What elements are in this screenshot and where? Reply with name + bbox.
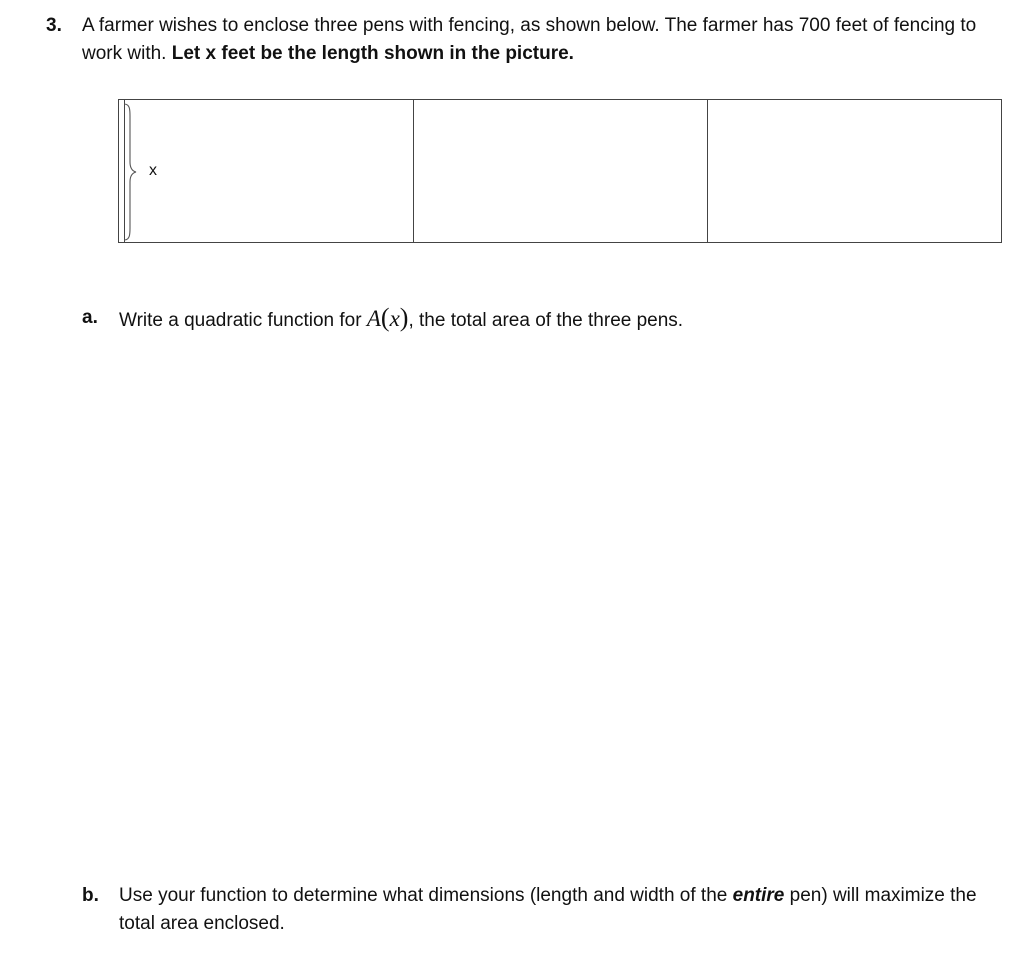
part-b-text bbox=[119, 882, 999, 938]
function-name: A bbox=[366, 306, 381, 331]
pen-1 bbox=[118, 99, 414, 243]
pen-2 bbox=[413, 99, 708, 243]
part-b-emphasis: entire bbox=[732, 885, 785, 906]
question-text-bold: Let x feet be the length shown in the picture. bbox=[171, 43, 574, 64]
question-number: 3. bbox=[46, 15, 62, 36]
function-variable: x bbox=[389, 306, 400, 331]
part-a-text-after: , the total area of the three pens. bbox=[408, 310, 684, 331]
pens-diagram bbox=[118, 99, 1002, 245]
brace-icon bbox=[121, 102, 139, 242]
function-notation: A(x) bbox=[366, 303, 409, 332]
part-b-text-before: Use your function to determine what dimensions (length and width of the bbox=[119, 885, 733, 906]
part-a-label: a. bbox=[82, 307, 98, 328]
part-a-text bbox=[119, 304, 999, 335]
part-b-text-after: pen) will maximize the total area enclosed. bbox=[119, 885, 977, 934]
pen-3 bbox=[707, 99, 1002, 243]
x-label: x bbox=[149, 162, 157, 179]
part-b-label: b. bbox=[82, 885, 99, 906]
question-text bbox=[82, 12, 992, 68]
part-a-text-before: Write a quadratic function for bbox=[119, 310, 367, 331]
question-text-main: A farmer wishes to enclose three pens with fencing, as shown below. The farmer has 700 feet of fencing to work with. bbox=[82, 15, 977, 64]
